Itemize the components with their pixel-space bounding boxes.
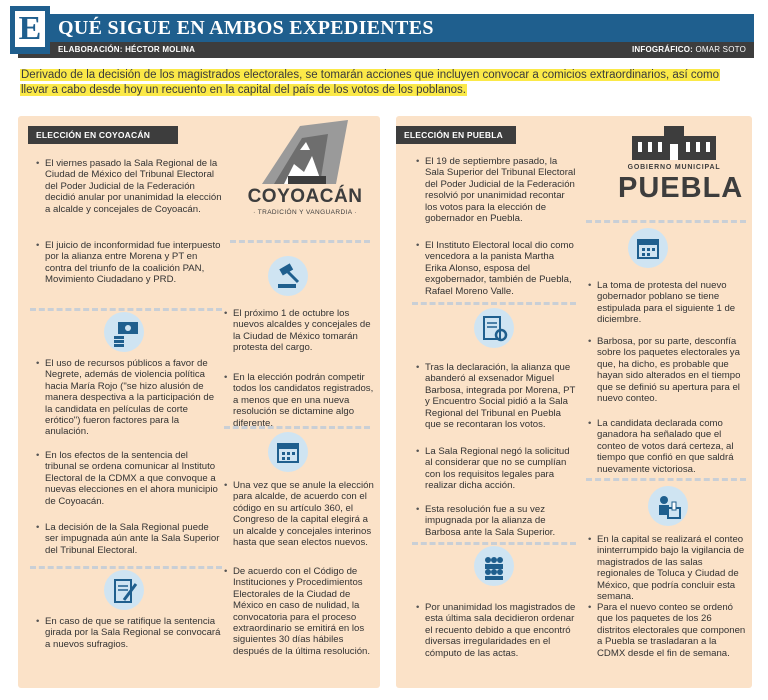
bullet-text: • Por unanimidad los magistrados de esta última sala decidieron ordenar el recuento debido a que encontró diversas irregularidades en el cómputo de las actas. (425, 602, 576, 659)
ballot-box-icon (648, 486, 688, 526)
people-group-icon (474, 546, 514, 586)
bullet-text: • Una vez que se anule la elección para alcalde, de acuerdo con el código en su artículo 360, el Congreso de la capital elegirá a un alcalde y concejales interinos hasta que sean electos nuevos. (233, 480, 374, 549)
credit-graphics-label: INFOGRÁFICO: (631, 45, 694, 54)
coyoacan-logo-tagline: · TRADICIÓN Y VANGUARDIA · (253, 209, 357, 216)
intro-paragraph (20, 68, 748, 98)
list-item (416, 602, 576, 659)
credit-graphics (632, 42, 746, 58)
bullet-text: • En caso de que se ratifique la sentencia girada por la Sala Regional se convocará a nuevos sufragios. (45, 616, 221, 650)
puebla-logo-name: PUEBLA (618, 172, 744, 204)
logo-letter: E (15, 11, 45, 47)
credit-author (58, 42, 195, 58)
list-item (416, 504, 576, 538)
list-item (588, 418, 746, 475)
bullet-text: • La toma de protesta del nuevo gobernador poblano se tiene estipulada para el siguiente 1 de diciembre. (597, 280, 736, 326)
credit-graphics-value: OMAR SOTO (695, 45, 746, 54)
puebla-logo (618, 122, 744, 222)
divider (230, 240, 370, 243)
list-item (36, 450, 222, 507)
list-item (224, 480, 374, 548)
coyoacan-section-label: ELECCIÓN EN COYOACÁN (28, 126, 178, 144)
calendar-icon (268, 432, 308, 472)
divider (30, 566, 222, 569)
puebla-building-icon (618, 122, 730, 162)
list-item (416, 446, 576, 492)
bullet-text: • El uso de recursos públicos a favor de Negrete, además de violencia política hacia María Rojo ("se hizo alusión de manera despectiva a la participación de la candidata en películas de corte erótico") fueron factores para la anulación. (45, 358, 215, 438)
bullet-text: • La Sala Regional negó la solicitud al considerar que no se cumplían con los requisitos legales para realizar dicha acción. (425, 446, 570, 492)
header (0, 0, 768, 62)
coyoacan-panel (18, 116, 380, 688)
document-pen-icon (104, 570, 144, 610)
puebla-panel (396, 116, 752, 688)
money-icon (104, 312, 144, 352)
coyoacan-logo-name: COYOACÁN (247, 186, 363, 207)
list-item (36, 522, 222, 556)
credit-author-value: HÉCTOR MOLINA (125, 45, 196, 54)
divider (412, 542, 576, 545)
credit-author-label: ELABORACIÓN: (58, 45, 123, 54)
divider (224, 426, 370, 429)
list-item (588, 336, 746, 404)
coyoacan-emblem-icon (240, 120, 370, 186)
list-item (588, 280, 746, 326)
list-item (416, 362, 576, 430)
bullet-text: • En la elección podrán competir todos los candidatos registrados, a menos que en una nueva resolución se dictamine algo diferente. (233, 372, 374, 429)
divider (586, 478, 746, 481)
bullet-text: • La decisión de la Sala Regional puede ser impugnada aún ante la Sala Superior del Tribunal Electoral. (45, 522, 220, 556)
list-item (36, 158, 222, 215)
bullet-text: • El juicio de inconformidad fue interpuesto por la alianza entre Morena y PT en contra del triunfo de la coalición PAN, Movimiento Ciudadano y PRD. (45, 240, 221, 286)
divider (412, 302, 576, 305)
publication-logo (10, 6, 50, 54)
page-title: QUÉ SIGUE EN AMBOS EXPEDIENTES (58, 17, 434, 39)
divider (30, 308, 222, 311)
list-item (224, 372, 374, 429)
divider (586, 220, 746, 223)
bullet-text: • Esta resolución fue a su vez impugnada por la alianza de Barbosa ante la Sala Superior. (425, 504, 556, 538)
list-item (588, 602, 746, 659)
list-item (36, 616, 222, 650)
bullet-text: • Para el nuevo conteo se ordenó que los paquetes de los 26 distritos electorales que componen a Puebla se trasladaran a la CDMX desde el fin de semana. (597, 602, 746, 659)
intro-text: Derivado de la decisión de los magistrados electorales, se tomarán acciones que incluyen convocar a comicios extraordinarios, así como llevar a cabo desde hoy un recuento en la capital del país de los votos de los poblanos. (21, 69, 720, 96)
bullet-text: • El 19 de septiembre pasado, la Sala Superior del Tribunal Electoral del Poder Judicial de la Federación resolvió por unanimidad recontar los votos para la elección de gobernador en Puebla. (425, 156, 576, 225)
bullet-text: • El próximo 1 de octubre los nuevos alcaldes y concejales de la Ciudad de México tomarán protesta del cargo. (233, 308, 371, 354)
bullet-text: • Tras la declaración, la alianza que abanderó al exsenador Miguel Barbosa, integrada por Morena, PT y Encuentro Social pidió a la Sala Regional del Tribunal en Puebla que se recontaran los votos. (425, 362, 576, 431)
coyoacan-logo (240, 120, 370, 226)
list-item (416, 240, 576, 297)
calendar-icon (628, 228, 668, 268)
list-item (224, 308, 374, 354)
bullet-text: • El viernes pasado la Sala Regional de la Ciudad de México del Tribunal Electoral del Poder Judicial de la Federación decidió anular por unanimidad la elección a alcalde y concejales de Coyoacán. (45, 158, 222, 215)
list-item (224, 566, 374, 657)
list-item (36, 358, 222, 438)
puebla-section-label: ELECCIÓN EN PUEBLA (396, 126, 516, 144)
bullet-text: • En la capital se realizará el conteo ininterrumpido bajo la vigilancia de magistrados de las salas regionales de Toluca y Ciudad de México, que podría concluir esta semana. (597, 534, 745, 603)
list-item (36, 240, 222, 286)
bullet-text: • En los efectos de la sentencia del tribunal se ordena comunicar al Instituto Electoral de la CDMX a que convoque a nuevas elecciones en el ahora municipio de Coyoacán. (45, 450, 218, 507)
document-gear-icon (474, 308, 514, 348)
bullet-text: • Barbosa, por su parte, desconfía sobre los paquetes electorales ya que, ha dicho, es probable que hayan sido alterados en el tiempo que se definió su apertura para el nuevo conteo. (597, 336, 741, 405)
bullet-text: • La candidata declarada como ganadora ha señalado que el conteo de votos dará certeza, al tiempo que confió en que saldrá nuevamente victoriosa. (597, 418, 734, 475)
bullet-text: • De acuerdo con el Código de Instituciones y Procedimientos Electorales de la Ciudad de México en caso de nulidad, la convocatoria para el proceso extraordinario se emitirá en los siguientes 30 días hábiles después de la última resolución. (233, 566, 371, 657)
gavel-icon (268, 256, 308, 296)
list-item (588, 534, 746, 602)
bullet-text: • El Instituto Electoral local dio como vencedora a la panista Martha Erika Alonso, esposa del exgobernador, también de Puebla, Rafael Moreno Valle. (425, 240, 574, 297)
list-item (416, 156, 576, 224)
puebla-logo-gov: GOBIERNO MUNICIPAL (627, 164, 721, 171)
